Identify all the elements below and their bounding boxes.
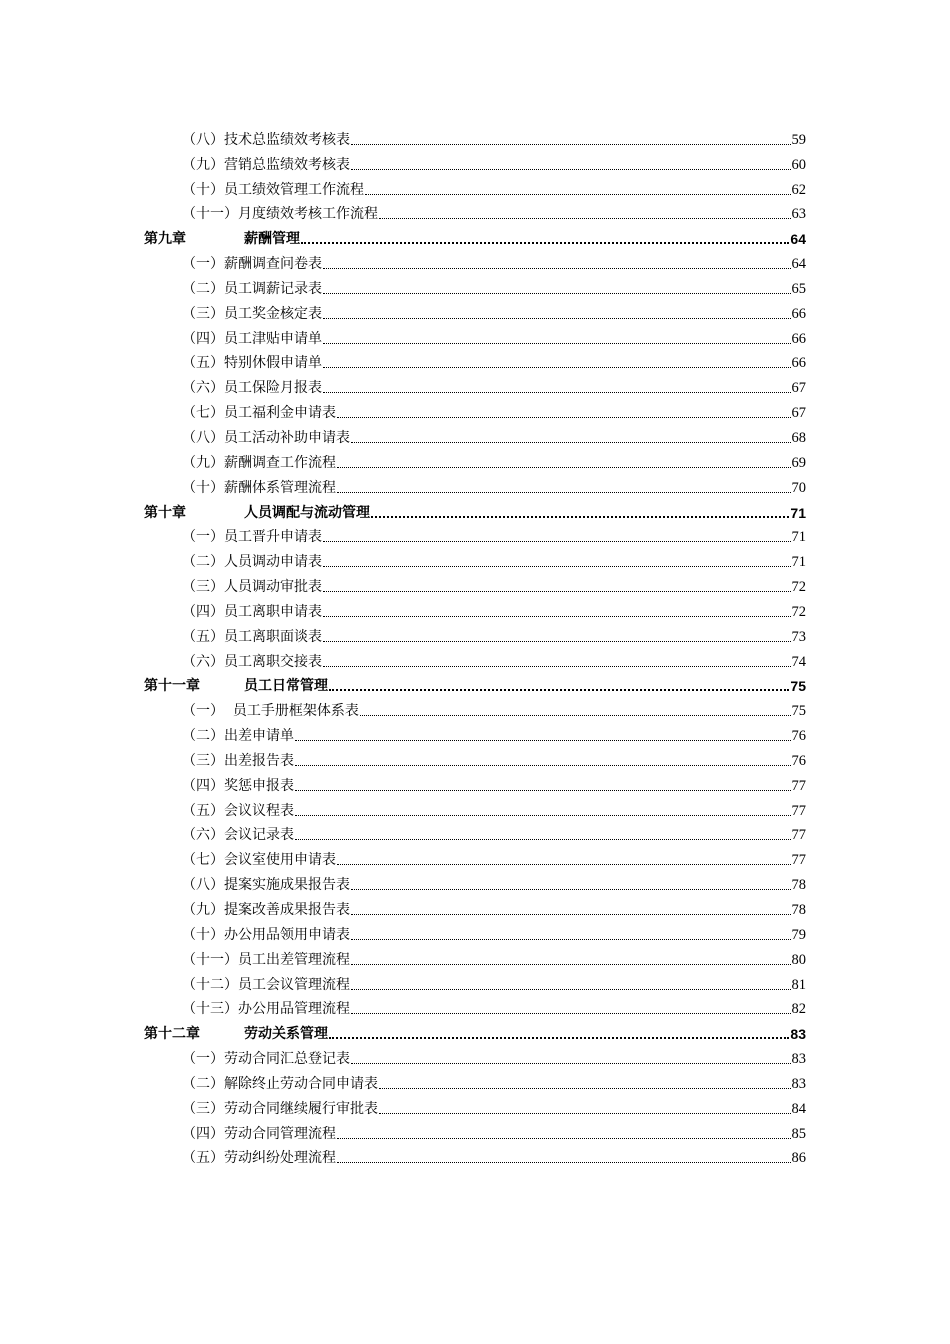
section-title: （三）人员调动审批表 — [182, 579, 322, 596]
toc-section-entry[interactable] — [144, 1043, 806, 1068]
page-number: 76 — [791, 728, 806, 745]
chapter-title: 员工日常管理 — [244, 678, 328, 695]
dot-leader — [351, 144, 791, 145]
section-title: （一）劳动合同汇总登记表 — [182, 1051, 350, 1068]
toc-chapter-entry[interactable] — [144, 497, 806, 522]
toc-section-entry[interactable] — [144, 720, 806, 745]
page-number: 71 — [790, 504, 806, 521]
page-number: 71 — [791, 554, 806, 571]
page-number: 83 — [791, 1051, 806, 1068]
page-number: 67 — [791, 380, 806, 397]
page-number: 60 — [791, 156, 806, 173]
toc-section-entry[interactable] — [144, 695, 806, 720]
dot-leader — [323, 641, 791, 642]
toc-section-entry[interactable] — [144, 397, 806, 422]
dot-leader — [351, 989, 791, 990]
page-number: 64 — [790, 231, 806, 248]
toc-section-entry[interactable] — [144, 546, 806, 571]
page-number: 63 — [791, 206, 806, 223]
page-number: 80 — [791, 951, 806, 968]
dot-leader — [371, 516, 789, 518]
toc-section-entry[interactable] — [144, 770, 806, 795]
toc-section-entry[interactable] — [144, 149, 806, 174]
dot-leader — [351, 169, 791, 170]
page-number: 72 — [791, 579, 806, 596]
toc-section-entry[interactable] — [144, 1143, 806, 1168]
page-number: 84 — [791, 1100, 806, 1117]
chapter-number: 第十章 — [144, 504, 186, 521]
section-title: （一） 员工手册框架体系表 — [182, 703, 359, 720]
section-title: （十三）办公用品管理流程 — [182, 1001, 350, 1018]
toc-section-entry[interactable] — [144, 174, 806, 199]
dot-leader — [351, 1013, 791, 1014]
dot-leader — [351, 442, 791, 443]
section-title: （四）员工离职申请表 — [182, 603, 322, 620]
toc-chapter-entry[interactable] — [144, 671, 806, 696]
page-number: 72 — [791, 603, 806, 620]
page-number: 82 — [791, 1001, 806, 1018]
page-number: 85 — [791, 1125, 806, 1142]
page-number: 70 — [791, 479, 806, 496]
dot-leader — [337, 1162, 791, 1163]
section-title: （十一）员工出差管理流程 — [182, 951, 350, 968]
toc-section-entry[interactable] — [144, 596, 806, 621]
toc-section-entry[interactable] — [144, 1118, 806, 1143]
table-of-contents — [144, 124, 806, 1167]
page-number: 75 — [790, 678, 806, 695]
chapter-number: 第十一章 — [144, 678, 200, 695]
page-number: 66 — [791, 355, 806, 372]
dot-leader — [379, 1113, 791, 1114]
page-number: 65 — [791, 280, 806, 297]
page-number: 77 — [791, 777, 806, 794]
page-number: 62 — [791, 181, 806, 198]
section-title: （三）员工奖金核定表 — [182, 305, 322, 322]
dot-leader — [323, 666, 791, 667]
toc-section-entry[interactable] — [144, 348, 806, 373]
page-number: 83 — [791, 1075, 806, 1092]
dot-leader — [329, 689, 789, 691]
page-number: 79 — [791, 926, 806, 943]
toc-section-entry[interactable] — [144, 869, 806, 894]
toc-section-entry[interactable] — [144, 422, 806, 447]
dot-leader — [337, 417, 791, 418]
dot-leader — [323, 268, 791, 269]
dot-leader — [351, 939, 791, 940]
toc-section-entry[interactable] — [144, 522, 806, 547]
section-title: （五）劳动纠纷处理流程 — [182, 1150, 336, 1167]
section-title: （六）员工保险月报表 — [182, 380, 322, 397]
dot-leader — [351, 1063, 791, 1064]
dot-leader — [351, 964, 791, 965]
toc-section-entry[interactable] — [144, 795, 806, 820]
dot-leader — [379, 1088, 791, 1089]
page-number: 78 — [791, 877, 806, 894]
page-number: 74 — [791, 653, 806, 670]
page-number: 67 — [791, 405, 806, 422]
dot-leader — [323, 591, 791, 592]
section-title: （十一）月度绩效考核工作流程 — [182, 206, 378, 223]
toc-section-entry[interactable] — [144, 323, 806, 348]
page-number: 73 — [791, 628, 806, 645]
toc-section-entry[interactable] — [144, 919, 806, 944]
section-title: （八）技术总监绩效考核表 — [182, 131, 350, 148]
dot-leader — [351, 914, 791, 915]
page-number: 77 — [791, 852, 806, 869]
toc-chapter-entry[interactable] — [144, 1018, 806, 1043]
dot-leader — [295, 815, 791, 816]
dot-leader — [295, 839, 791, 840]
dot-leader — [360, 715, 791, 716]
page-number: 76 — [791, 752, 806, 769]
toc-section-entry[interactable] — [144, 894, 806, 919]
page-number: 66 — [791, 305, 806, 322]
toc-section-entry[interactable] — [144, 820, 806, 845]
toc-section-entry[interactable] — [144, 1068, 806, 1093]
dot-leader — [337, 467, 791, 468]
section-title: （三）出差报告表 — [182, 752, 294, 769]
section-title: （一）薪酬调查问卷表 — [182, 256, 322, 273]
dot-leader — [323, 566, 791, 567]
toc-section-entry[interactable] — [144, 199, 806, 224]
chapter-title: 人员调配与流动管理 — [244, 504, 370, 521]
dot-leader — [301, 242, 789, 244]
toc-chapter-entry[interactable] — [144, 223, 806, 248]
toc-section-entry[interactable] — [144, 994, 806, 1019]
dot-leader — [323, 392, 791, 393]
toc-section-entry[interactable] — [144, 621, 806, 646]
toc-section-entry[interactable] — [144, 646, 806, 671]
section-title: （十）薪酬体系管理流程 — [182, 479, 336, 496]
dot-leader — [365, 194, 791, 195]
dot-leader — [379, 218, 791, 219]
page-number: 59 — [791, 131, 806, 148]
page-number: 66 — [791, 330, 806, 347]
section-title: （一）员工晋升申请表 — [182, 529, 322, 546]
page-number: 86 — [791, 1150, 806, 1167]
toc-section-entry[interactable] — [144, 944, 806, 969]
page-number: 78 — [791, 902, 806, 918]
section-title: （二）人员调动申请表 — [182, 554, 322, 571]
toc-section-entry[interactable] — [144, 472, 806, 497]
section-title: （十）员工绩效管理工作流程 — [182, 181, 364, 198]
section-title: （五）员工离职面谈表 — [182, 628, 322, 645]
section-title: （三）劳动合同继续履行审批表 — [182, 1100, 378, 1117]
page-number: 77 — [791, 827, 806, 844]
section-title: （九）薪酬调查工作流程 — [182, 454, 336, 471]
chapter-number: 第九章 — [144, 231, 186, 248]
page-number: 68 — [791, 429, 806, 446]
section-title: （四）劳动合同管理流程 — [182, 1125, 336, 1142]
chapter-title: 薪酬管理 — [244, 231, 300, 248]
chapter-title: 劳动关系管理 — [244, 1026, 328, 1043]
section-title: （八）员工活动补助申请表 — [182, 429, 350, 446]
page-number: 81 — [791, 976, 806, 993]
section-title: （四）奖惩申报表 — [182, 777, 294, 794]
section-title: （六）员工离职交接表 — [182, 653, 322, 670]
section-title: （二）员工调薪记录表 — [182, 280, 322, 297]
dot-leader — [337, 1138, 791, 1139]
section-title: （九）提案改善成果报告表 — [182, 902, 350, 918]
section-title: （二）解除终止劳动合同申请表 — [182, 1075, 378, 1092]
chapter-number: 第十二章 — [144, 1026, 200, 1043]
section-title: （五）会议议程表 — [182, 802, 294, 819]
dot-leader — [329, 1037, 789, 1039]
toc-section-entry[interactable] — [144, 447, 806, 472]
toc-section-entry[interactable] — [144, 969, 806, 994]
section-title: （十）办公用品领用申请表 — [182, 926, 350, 943]
section-title: （二）出差申请单 — [182, 728, 294, 745]
section-title: （八）提案实施成果报告表 — [182, 877, 350, 894]
toc-section-entry[interactable] — [144, 571, 806, 596]
page-number: 77 — [791, 802, 806, 819]
toc-section-entry[interactable] — [144, 844, 806, 869]
page-number: 69 — [791, 454, 806, 471]
page-number: 71 — [791, 529, 806, 546]
dot-leader — [337, 492, 791, 493]
toc-section-entry[interactable] — [144, 248, 806, 273]
dot-leader — [323, 293, 791, 294]
dot-leader — [323, 318, 791, 319]
section-title: （十二）员工会议管理流程 — [182, 976, 350, 993]
dot-leader — [295, 740, 791, 741]
dot-leader — [295, 765, 791, 766]
toc-section-entry[interactable] — [144, 298, 806, 323]
dot-leader — [323, 343, 791, 344]
dot-leader — [323, 367, 791, 368]
section-title: （六）会议记录表 — [182, 827, 294, 844]
toc-section-entry[interactable] — [144, 745, 806, 770]
dot-leader — [323, 541, 791, 542]
section-title: （五）特别休假申请单 — [182, 355, 322, 372]
page-number: 75 — [791, 703, 806, 720]
toc-section-entry[interactable] — [144, 273, 806, 298]
dot-leader — [351, 889, 791, 890]
section-title: （四）员工津贴申请单 — [182, 330, 322, 347]
page-number: 83 — [790, 1026, 806, 1043]
toc-section-entry[interactable] — [144, 124, 806, 149]
toc-section-entry[interactable] — [144, 372, 806, 397]
toc-section-entry[interactable] — [144, 1093, 806, 1118]
section-title: （七）会议室使用申请表 — [182, 852, 336, 869]
page-number: 64 — [791, 256, 806, 273]
dot-leader — [323, 616, 791, 617]
section-title: （七）员工福利金申请表 — [182, 405, 336, 422]
section-title: （九）营销总监绩效考核表 — [182, 156, 350, 173]
dot-leader — [337, 864, 791, 865]
dot-leader — [295, 790, 791, 791]
